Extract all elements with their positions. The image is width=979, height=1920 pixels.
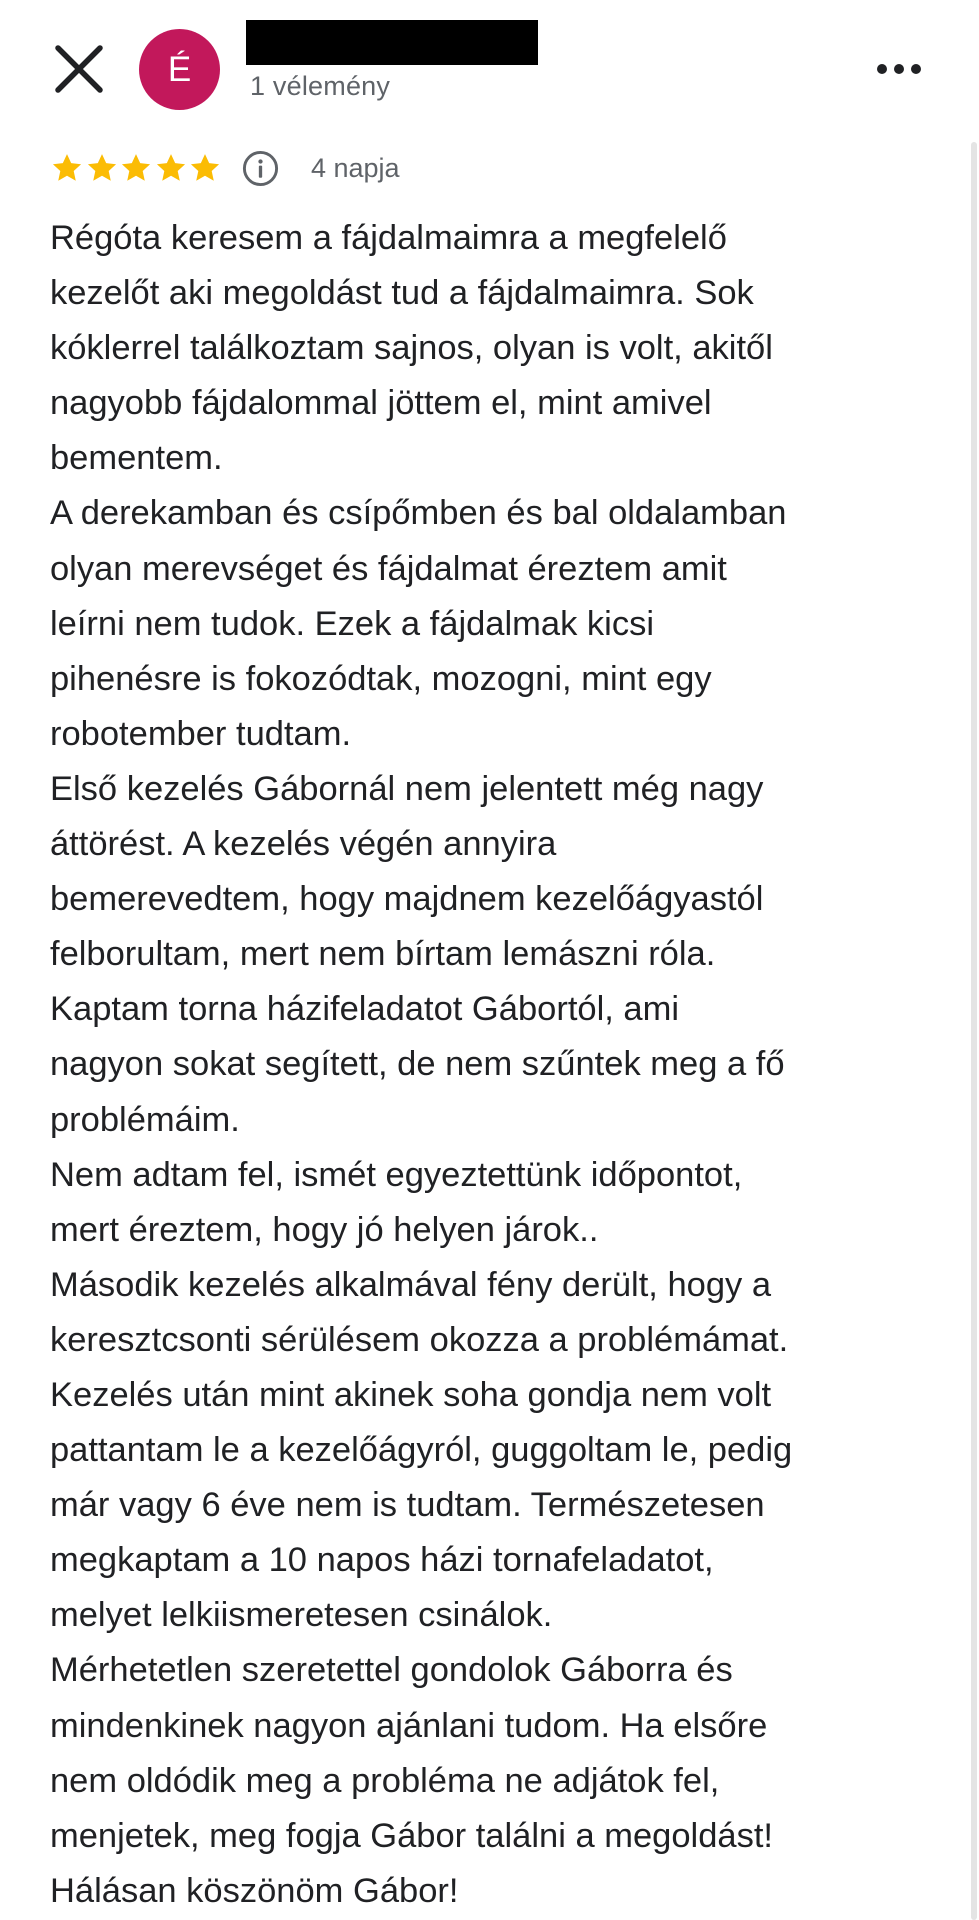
rating-row [50, 145, 400, 191]
review-text-line: nem oldódik meg a probléma ne adjátok fel, [50, 1761, 720, 1800]
review-text-line: áttörést. A kezelés végén annyira [50, 825, 557, 864]
star-icon [85, 151, 119, 185]
review-text-line: pattantam le a kezelőágyról, guggoltam le, pedig [50, 1431, 793, 1470]
avatar-letter: É [167, 49, 192, 89]
review-text-line: Hálásan köszönöm Gábor! [50, 1871, 459, 1910]
more-vert-icon-dot [894, 64, 904, 74]
review-text-line: Kaptam torna házifeladatot Gábortól, ami [50, 990, 680, 1029]
star-rating [50, 151, 223, 185]
review-text-line: Kezelés után mint akinek soha gondja nem volt [50, 1375, 772, 1414]
scrollbar-thumb[interactable] [971, 142, 977, 1920]
review-text-line: Nem adtam fel, ismét egyeztettünk időpontot, [50, 1155, 743, 1194]
review-text-line: mindenkinek nagyon ajánlani tudom. Ha elsőre [50, 1706, 768, 1745]
review-text-line: menjetek, meg fogja Gábor találni a megoldást! [50, 1816, 773, 1855]
info-icon[interactable] [241, 149, 280, 188]
review-date: 4 napja [310, 152, 400, 183]
review-text-line: pihenésre is fokozódtak, mozogni, mint egy [50, 659, 712, 698]
review-text [50, 211, 950, 1919]
review-text-line: A derekamban és csípőmben és bal oldalamban [50, 494, 787, 533]
review-text-line: felborultam, mert nem bírtam lemászni róla. [50, 935, 716, 974]
review-text-line: nagyobb fájdalommal jöttem el, mint amivel [50, 384, 712, 423]
close-button[interactable] [52, 42, 106, 96]
close-icon [52, 42, 106, 96]
review-text-line: megkaptam a 10 napos házi tornafeladatot, [50, 1541, 714, 1580]
star-icon [50, 151, 84, 185]
more-vert-icon-dot [911, 64, 921, 74]
review-text-line: problémáim. [50, 1100, 240, 1139]
review-text-line: nagyon sokat segített, de nem szűntek meg a fő [50, 1045, 785, 1084]
review-text-line: melyet lelkiismeretesen csinálok. [50, 1596, 553, 1635]
review-text-line: olyan merevséget és fájdalmat éreztem amit [50, 549, 727, 588]
reviewer-name-redacted [246, 20, 538, 65]
review-text-line: bemerevedtem, hogy majdnem kezelőágyastól [50, 880, 764, 919]
review-text-line: kezelőt aki megoldást tud a fájdalmaimra. Sok [50, 274, 754, 313]
more-options-button[interactable] [877, 58, 921, 80]
star-icon [188, 151, 222, 185]
review-text-line: kóklerrel találkoztam sajnos, olyan is volt, akitől [50, 329, 773, 368]
review-text-line: keresztcsonti sérülésem okozza a problémámat. [50, 1320, 789, 1359]
review-text-line: bementem. [50, 439, 223, 478]
review-text-line: Mérhetetlen szeretettel gondolok Gáborra és [50, 1651, 733, 1690]
review-text-line: mert éreztem, hogy jó helyen járok.. [50, 1210, 599, 1249]
more-vert-icon [877, 64, 887, 74]
review-text-line: Második kezelés alkalmával fény derült, hogy a [50, 1265, 772, 1304]
review-text-line: Első kezelés Gábornál nem jelentett még nagy [50, 769, 764, 808]
star-icon [154, 151, 188, 185]
star-icon [119, 151, 153, 185]
reviewer-avatar[interactable] [139, 29, 220, 110]
review-text-line: robotember tudtam. [50, 714, 352, 753]
review-text-line: leírni nem tudok. Ezek a fájdalmak kicsi [50, 604, 655, 643]
reviewer-review-count: 1 vélemény [250, 71, 391, 101]
review-text-line: már vagy 6 éve nem is tudtam. Természetesen [50, 1486, 765, 1525]
review-text-line: Régóta keresem a fájdalmaimra a megfelelő [50, 219, 727, 257]
